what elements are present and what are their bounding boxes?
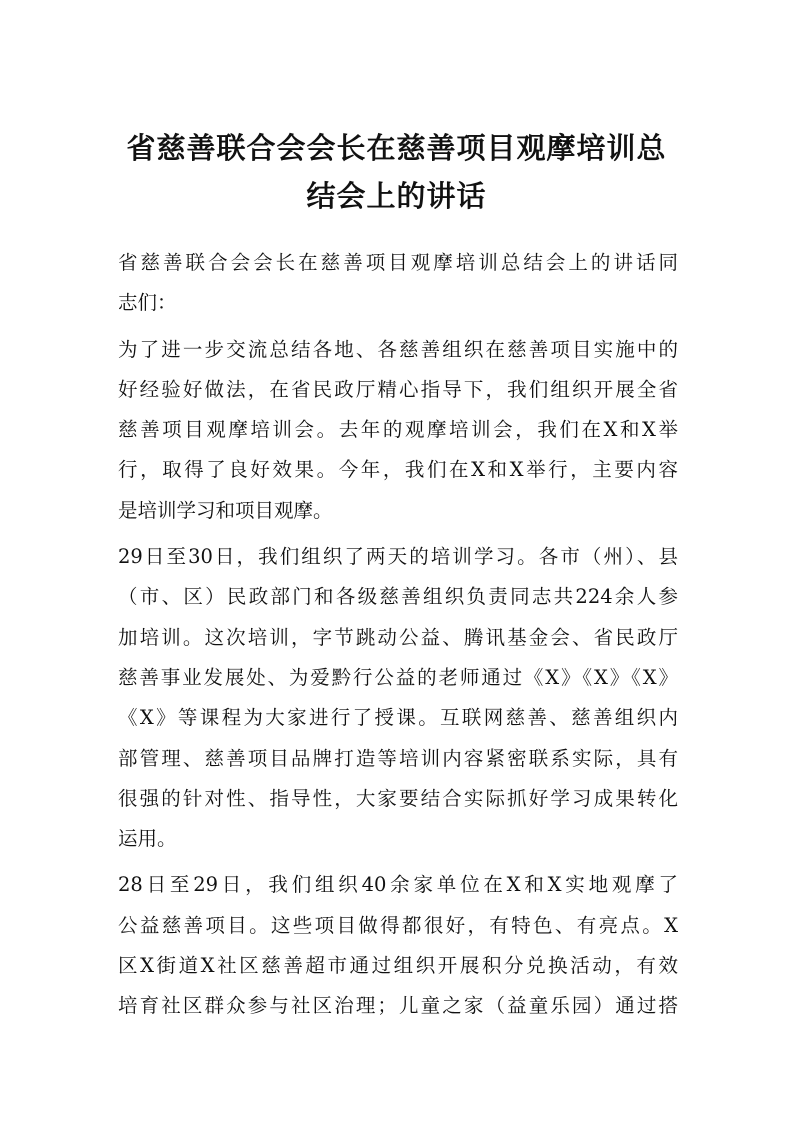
text-line: 《X》等课程为大家进行了授课。互联网慈善、慈善组织内 — [118, 706, 678, 730]
text-line: 培育社区群众参与社区治理；儿童之家（益童乐园）通过搭 — [118, 994, 678, 1018]
document-body — [118, 243, 678, 1027]
text-line: 很强的针对性、指导性，大家要结合实际抓好学习成果转化 — [118, 786, 678, 810]
paragraph-observation — [118, 865, 678, 1026]
text-line: 是培训学习和项目观摩。 — [118, 498, 333, 522]
text-line: 好经验好做法，在省民政厅精心指导下，我们组织开展全省 — [118, 377, 678, 401]
text-line: 省慈善联合会会长在慈善项目观摩培训总结会上的讲话同 — [118, 251, 678, 274]
document-title-line-2: 结会上的讲话 — [306, 179, 487, 213]
text-line: 部管理、慈善项目品牌打造等培训内容紧密联系实际，具有 — [118, 746, 678, 770]
paragraph-intro — [118, 330, 678, 531]
text-line: 公益慈善项目。这些项目做得都很好，有特色、有亮点。X — [118, 913, 678, 937]
document-title-line-1: 省慈善联合会会长在慈善项目观摩培训总 — [126, 131, 667, 165]
text-line: 慈善事业发展处、为爱黔行公益的老师通过《X》《X》《X》 — [118, 665, 678, 689]
text-line: 为了进一步交流总结各地、各慈善组织在慈善项目实施中的 — [118, 337, 678, 361]
text-line: 加培训。这次培训，字节跳动公益、腾讯基金会、省民政厅 — [118, 625, 678, 649]
paragraph-training — [118, 537, 678, 859]
text-line: （市、区）民政部门和各级慈善组织负责同志共224余人参 — [118, 585, 678, 609]
text-line: 区X街道X社区慈善超市通过组织开展积分兑换活动，有效 — [118, 954, 678, 978]
text-line: 志们： — [118, 291, 177, 315]
paragraph-greeting — [118, 243, 678, 324]
text-line: 29日至30日，我们组织了两天的培训学习。各市（州）、县 — [118, 545, 678, 569]
text-line: 慈善项目观摩培训会。去年的观摩培训会，我们在X和X举 — [118, 418, 678, 442]
text-line: 28日至29日，我们组织40余家单位在X和X实地观摩了 — [118, 873, 678, 897]
text-line: 运用。 — [118, 827, 177, 851]
text-line: 行，取得了良好效果。今年，我们在X和X举行，主要内容 — [118, 458, 678, 482]
